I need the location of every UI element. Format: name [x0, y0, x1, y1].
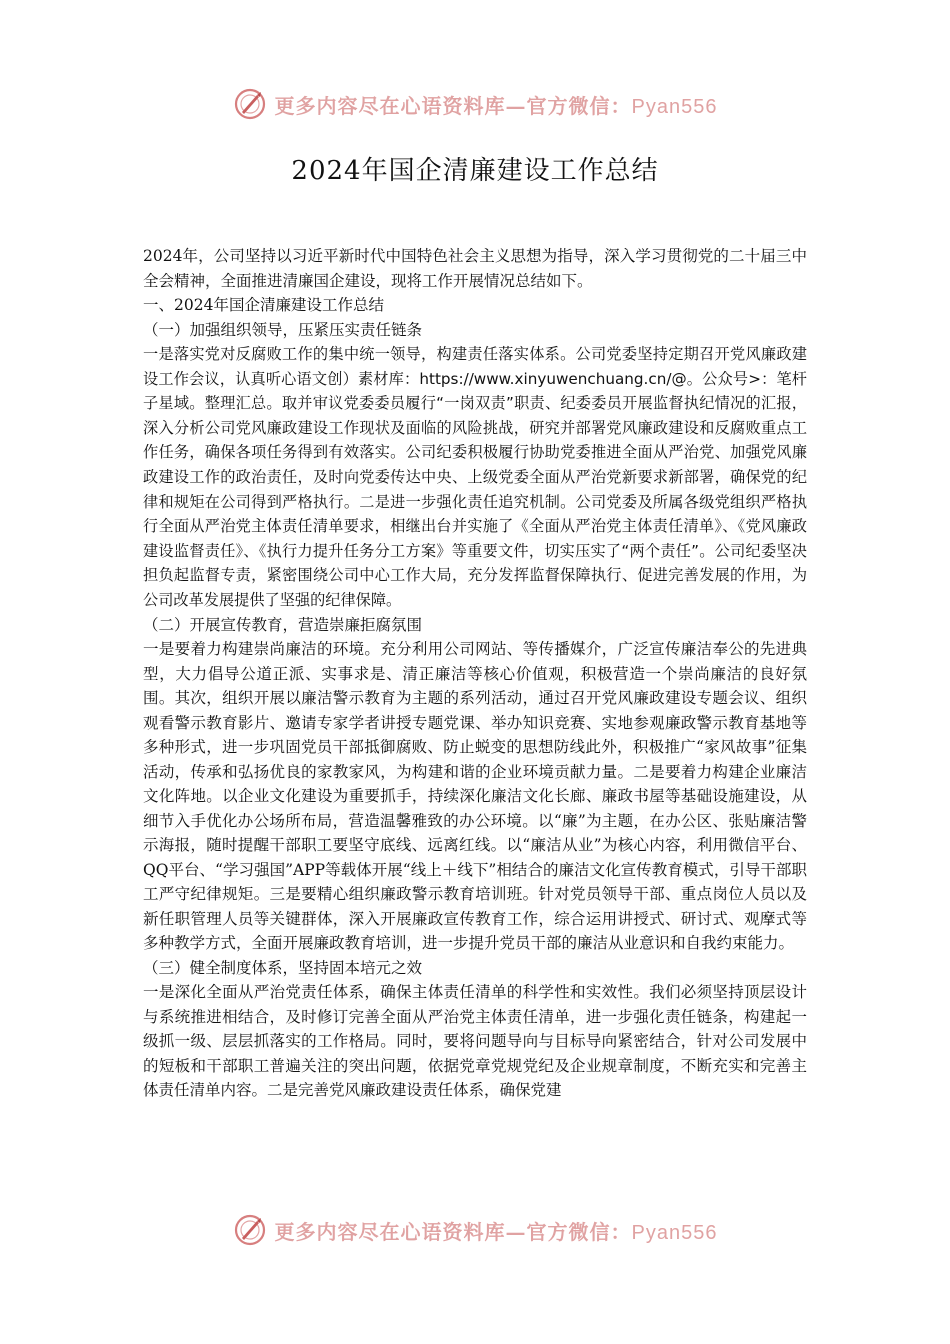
intro-paragraph: 2024年，公司坚持以习近平新时代中国特色社会主义思想为指导，深入学习贯彻党的二十届三中全会精神，全面推进清廉国企建设，现将工作开展情况总结如下。: [143, 247, 807, 290]
subsection-heading-1: （一）加强组织领导，压紧压实责任链条: [143, 320, 423, 339]
banner-text: 更多内容尽在心语资料库—官方微信：Pyan556: [274, 1219, 718, 1244]
header-watermark-banner: [0, 84, 950, 124]
subsection-heading-2: （二）开展宣传教育，营造崇廉拒腐氛围: [143, 615, 423, 634]
subsection-3-paragraph: 一是深化全面从严治党责任体系，确保主体责任清单的科学性和实效性。我们必须坚持顶层设计与系统推进相结合，及时修订完善全面从严治党主体责任清单，进一步强化责任链条，构建起一级抓一级、层层抓落实的工作格局。同时，要将问题导向与目标导向紧密结合，针对公司发展中的短板和干部职工普遍关注的突出问题，依据党章党规党纪及企业规章制度，不断充实和完善主体责任清单内容。二是完善党风廉政建设责任体系，确保党建: [143, 983, 807, 1100]
footer-watermark-banner: [0, 1210, 950, 1250]
logo-icon: [233, 87, 267, 121]
section-heading-1: 一、2024年国企清廉建设工作总结: [143, 296, 384, 314]
subsection-heading-3: （三）健全制度体系，坚持固本培元之效: [143, 958, 423, 977]
logo-icon: [233, 1213, 267, 1247]
subsection-2-paragraph: 一是要着力构建崇尚廉洁的环境。充分利用公司网站、等传播媒介，广泛宣传廉洁奉公的先进典型，大力倡导公道正派、实事求是、清正廉洁等核心价值观，积极营造一个崇尚廉洁的良好氛围。其次，组织开展以廉洁警示教育为主题的系列活动，通过召开党风廉政建设专题会议、组织观看警示教育影片、邀请专家学者讲授专题党课、举办知识竞赛、实地参观廉政警示教育基地等多种形式，进一步巩固党员干部抵御腐败、防止蜕变的思想防线此外，积极推广“家风故事”征集活动，传承和弘扬优良的家教家风，为构建和谐的企业环境贡献力量。二是要着力构建企业廉洁文化阵地。以企业文化建设为重要抓手，持续深化廉洁文化长廊、廉政书屋等基础设施建设，从细节入手优化办公场所布局，营造温馨雅致的办公环境。以“廉”为主题，在办公区、张贴廉洁警示海报，随时提醒干部职工要坚守底线、远离红线。以“廉洁从业”为核心内容，利用微信平台、QQ平台、“学习强国”APP等载体开展“线上＋线下”相结合的廉洁文化宣传教育模式，引导干部职工严守纪律规矩。三是要精心组织廉政警示教育培训班。针对党员领导干部、重点岗位人员以及新任职管理人员等关键群体，深入开展廉政宣传教育工作，综合运用讲授式、研讨式、观摩式等多种教学方式，全面开展廉政教育培训，进一步提升党员干部的廉洁从业意识和自我约束能力。: [143, 640, 807, 953]
document-body: [143, 244, 807, 1103]
banner-text: 更多内容尽在心语资料库—官方微信：Pyan556: [274, 93, 718, 118]
document-title: 2024年国企清廉建设工作总结: [291, 156, 659, 186]
subsection-1-paragraph: 一是落实党对反腐败工作的集中统一领导，构建责任落实体系。公司党委坚持定期召开党风廉政建设工作会议，认真听心语文创）素材库：https://www.xinyuwenchuang.cn/@。公众号>：笔杆子星域。整理汇总。取并审议党委委员履行“一岗双责”职责、纪委委员开展监督执纪情况的汇报，深入分析公司党风廉政建设工作现状及面临的风险挑战，研究并部署党风廉政建设和反腐败重点工作任务，确保各项任务得到有效落实。公司纪委积极履行协助党委推进全面从严治党、加强党风廉政建设工作的政治责任，及时向党委传达中央、上级党委全面从严治党新要求新部署，确保党的纪律和规矩在公司得到严格执行。二是进一步强化责任追究机制。公司党委及所属各级党组织严格执行全面从严治党主体责任清单要求，相继出台并实施了《全面从严治党主体责任清单》、《党风廉政建设监督责任》、《执行力提升任务分工方案》等重要文件，切实压实了“两个责任”。公司纪委坚决担负起监督专责，紧密围绕公司中心工作大局，充分发挥监督保障执行、促进完善发展的作用，为公司改革发展提供了坚强的纪律保障。: [143, 345, 807, 609]
